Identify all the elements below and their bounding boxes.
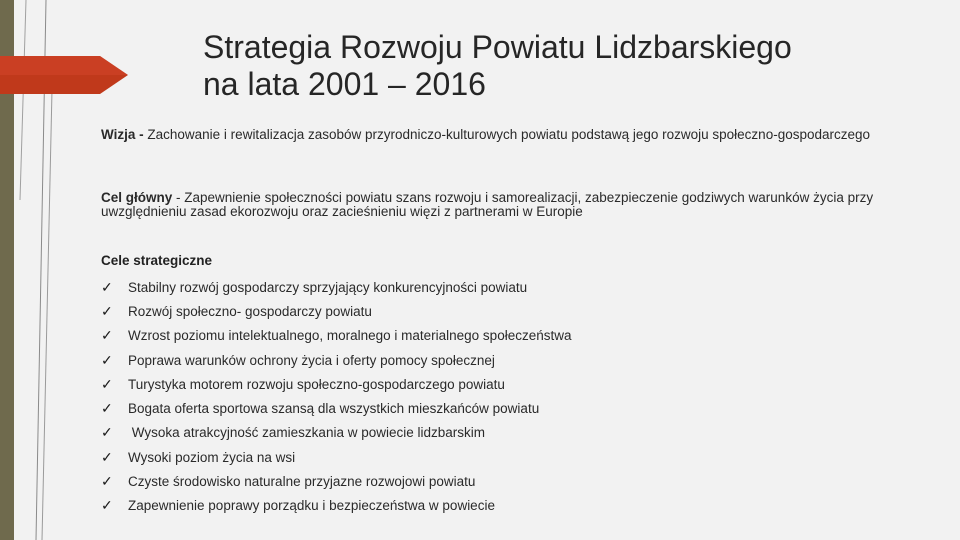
list-item-text: Czyste środowisko naturalne przyjazne rozwojowi powiatu [128, 474, 476, 490]
title-line-1: Strategia Rozwoju Powiatu Lidzbarskiego [203, 29, 792, 65]
main-goal-separator: - [172, 190, 185, 205]
checkmark-icon: ✓ [101, 327, 113, 344]
list-item-text: Poprawa warunków ochrony życia i oferty pomocy społecznej [128, 352, 495, 368]
list-item [101, 275, 571, 299]
list-item-text: Rozwój społeczno- gospodarczy powiatu [128, 303, 372, 319]
list-item-text: Wzrost poziomu intelektualnego, moralnego i materialnego społeczeństwa [128, 328, 572, 344]
list-item [101, 372, 571, 396]
checkmark-icon: ✓ [101, 375, 113, 392]
list-item-text: Turystyka motorem rozwoju społeczno-gospodarczego powiatu [128, 376, 505, 392]
list-item [101, 494, 571, 518]
checkmark-icon: ✓ [101, 448, 113, 465]
strategic-goals-heading: Cele strategiczne [101, 253, 213, 268]
list-item [101, 421, 571, 445]
checkmark-icon: ✓ [101, 424, 113, 441]
list-item [101, 299, 571, 323]
checkmark-icon: ✓ [101, 351, 113, 368]
list-item [101, 348, 571, 372]
main-goal-text: Zapewnienie społeczności powiatu szans rozwoju i samorealizacji, zabezpieczenie godziwych warunków życia przy uwzględnieniu zasad ekorozwoju oraz zacieśnieniu więzi z partnerami w Europie [101, 190, 874, 219]
list-item-text: Zapewnienie poprawy porządku i bezpieczeństwa w powiecie [128, 498, 495, 514]
main-goal-label: Cel główny [101, 190, 173, 205]
list-item-text: Wysoki poziom życia na wsi [128, 449, 296, 465]
list-item-text: Wysoka atrakcyjność zamieszkania w powiecie lidzbarskim [128, 425, 485, 441]
list-item [101, 324, 571, 348]
title-line-2: na lata 2001 – 2016 [203, 66, 486, 102]
checkmark-icon: ✓ [101, 302, 113, 319]
list-item [101, 469, 571, 493]
list-item [101, 445, 571, 469]
strategic-goals-list [101, 275, 571, 518]
checkmark-icon: ✓ [101, 497, 113, 514]
slide-title [203, 29, 923, 103]
checkmark-icon: ✓ [101, 473, 113, 490]
vision-label: Wizja [101, 127, 136, 142]
main-goal-paragraph [101, 191, 921, 219]
list-item-text: Bogata oferta sportowa szansą dla wszystkich mieszkańców powiatu [128, 401, 540, 417]
vision-paragraph [101, 128, 921, 142]
vision-text: Zachowanie i rewitalizacja zasobów przyrodniczo-kulturowych powiatu podstawą jego rozwoju społeczno-gospodarczego [147, 127, 871, 142]
checkmark-icon: ✓ [101, 278, 113, 295]
list-item-text: Stabilny rozwój gospodarczy sprzyjający konkurencyjności powiatu [128, 279, 528, 295]
checkmark-icon: ✓ [101, 400, 113, 417]
list-item [101, 396, 571, 420]
title-arrow-icon [0, 56, 128, 94]
vision-separator: - [135, 127, 148, 142]
